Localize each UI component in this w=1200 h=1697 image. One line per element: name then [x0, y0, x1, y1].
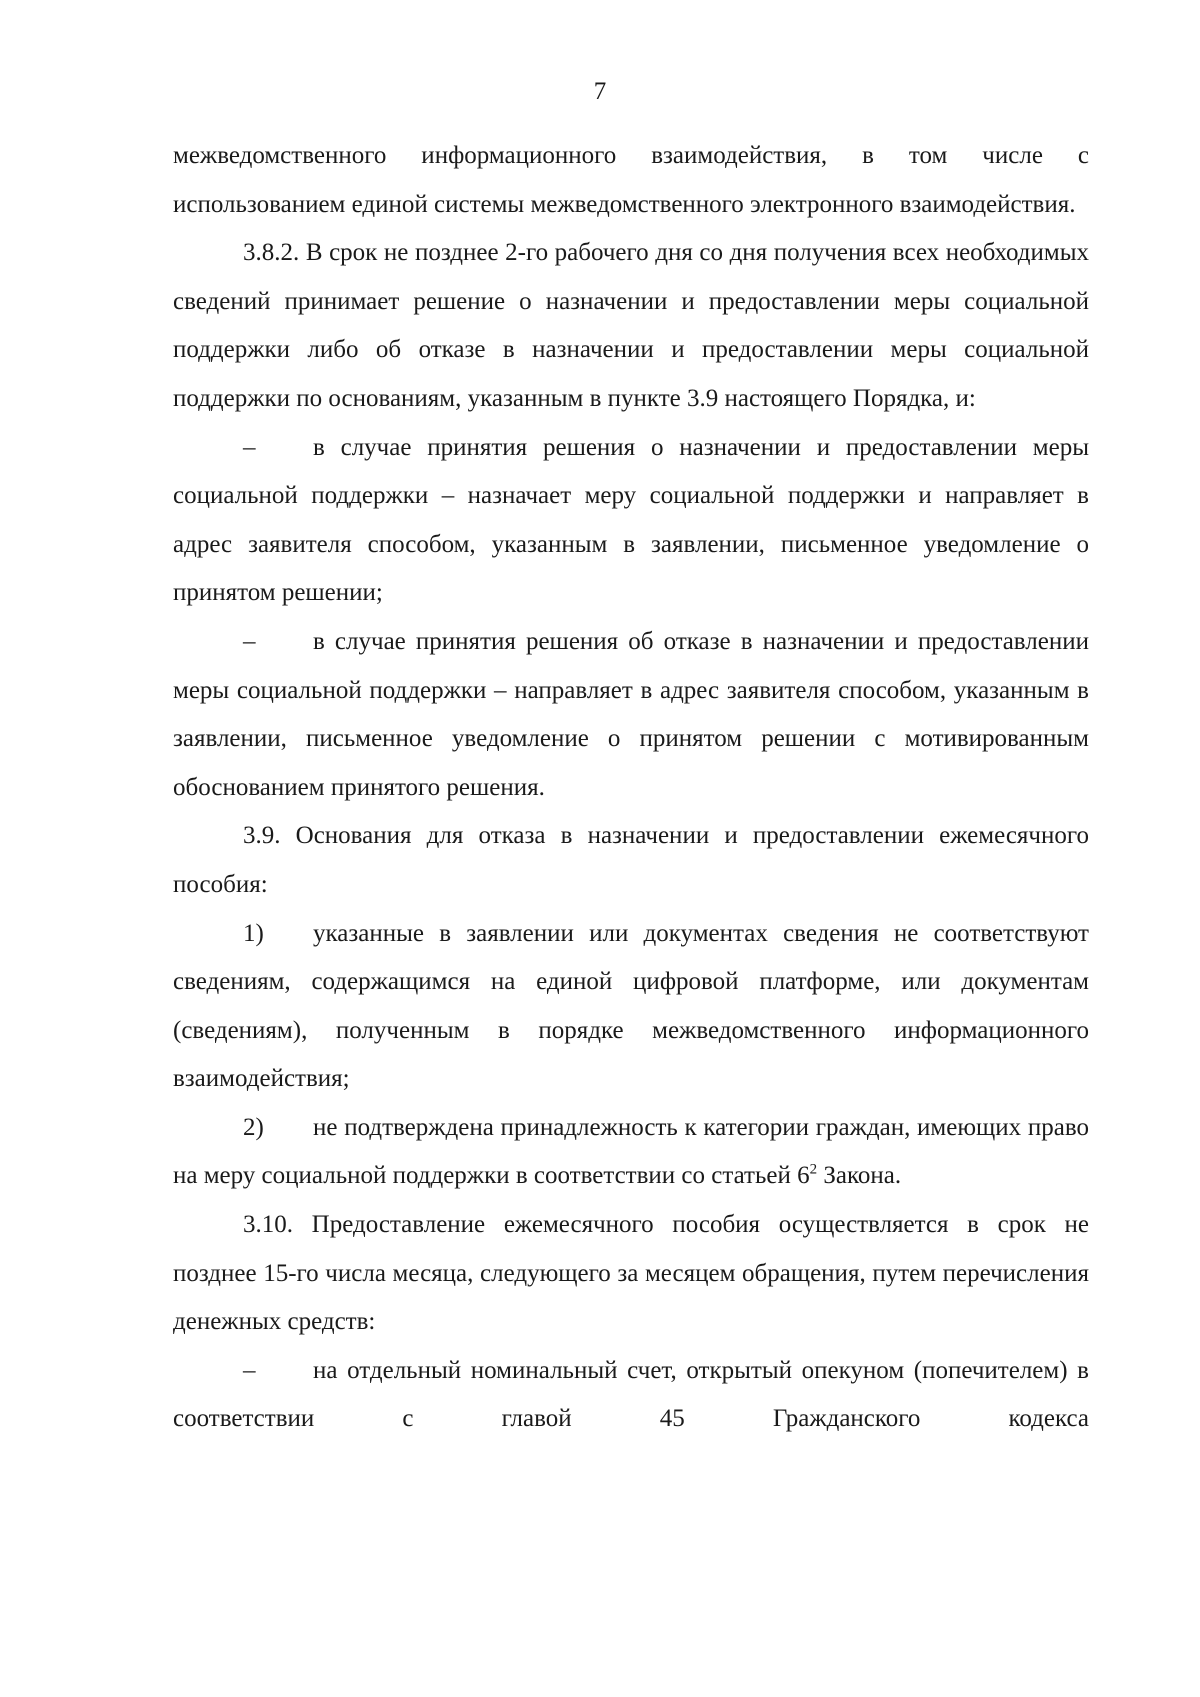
paragraph-continuation: межведомственного информационного взаимодействия, в том числе с использованием единой системы межведомственного электронного взаимодействия.	[173, 142, 1089, 218]
list-marker: –	[243, 627, 256, 655]
list-marker: –	[243, 433, 256, 461]
list-item-dash-3	[173, 1347, 1089, 1444]
page-number: 7	[593, 78, 607, 105]
list-item-dash-2	[173, 618, 1089, 812]
paragraph-3-10: 3.10. Предоставление ежемесячного пособия осуществляется в срок не позднее 15-го числа месяца, следующего за месяцем обращения, путем перечисления денежных средств:	[173, 1211, 1089, 1336]
list-marker: –	[243, 1356, 256, 1384]
list-item-text: в случае принятия решения о назначении и предоставлении меры социальной поддержки – назначает меру социальной поддержки и направляет в адрес заявителя способом, указанным в заявлении, письменное уведомление о принятом решении;	[173, 433, 1089, 607]
list-item-dash-1	[173, 424, 1089, 618]
document-body	[173, 132, 1089, 1444]
list-marker: 1)	[243, 919, 264, 947]
list-item-text-tail: Закона.	[817, 1162, 902, 1190]
superscript: 2	[809, 1162, 818, 1179]
list-item-1	[173, 910, 1089, 1104]
list-marker: 2)	[243, 1113, 264, 1141]
paragraph-3-8-2: 3.8.2. В срок не позднее 2-го рабочего дня со дня получения всех необходимых сведений принимает решение о назначении и предоставлении меры социальной поддержки либо об отказе в назначении и предоставлении меры социальной поддержки по основаниям, указанным в пункте 3.9 настоящего Порядка, и:	[173, 239, 1089, 412]
list-item-text: в случае принятия решения об отказе в назначении и предоставлении меры социальной поддержки – направляет в адрес заявителя способом, указанным в заявлении, письменное уведомление о принятом решении с мотивированным обоснованием принятого решения.	[173, 627, 1089, 801]
list-item-2	[173, 1104, 1089, 1201]
list-item-text: указанные в заявлении или документах сведения не соответствуют сведениям, содержащимся на единой цифровой платформе, или документам (сведениям), полученным в порядке межведомственного информационного взаимодействия;	[173, 919, 1089, 1093]
list-item-text: не подтверждена принадлежность к категории граждан, имеющих право на меру социальной поддержки в соответствии со статьей 6	[173, 1113, 1089, 1190]
list-item-text: на отдельный номинальный счет, открытый опекуном (попечителем) в соответствии с главой 45 Гражданского кодекса	[173, 1356, 1089, 1433]
paragraph-3-9: 3.9. Основания для отказа в назначении и предоставлении ежемесячного пособия:	[173, 822, 1089, 898]
